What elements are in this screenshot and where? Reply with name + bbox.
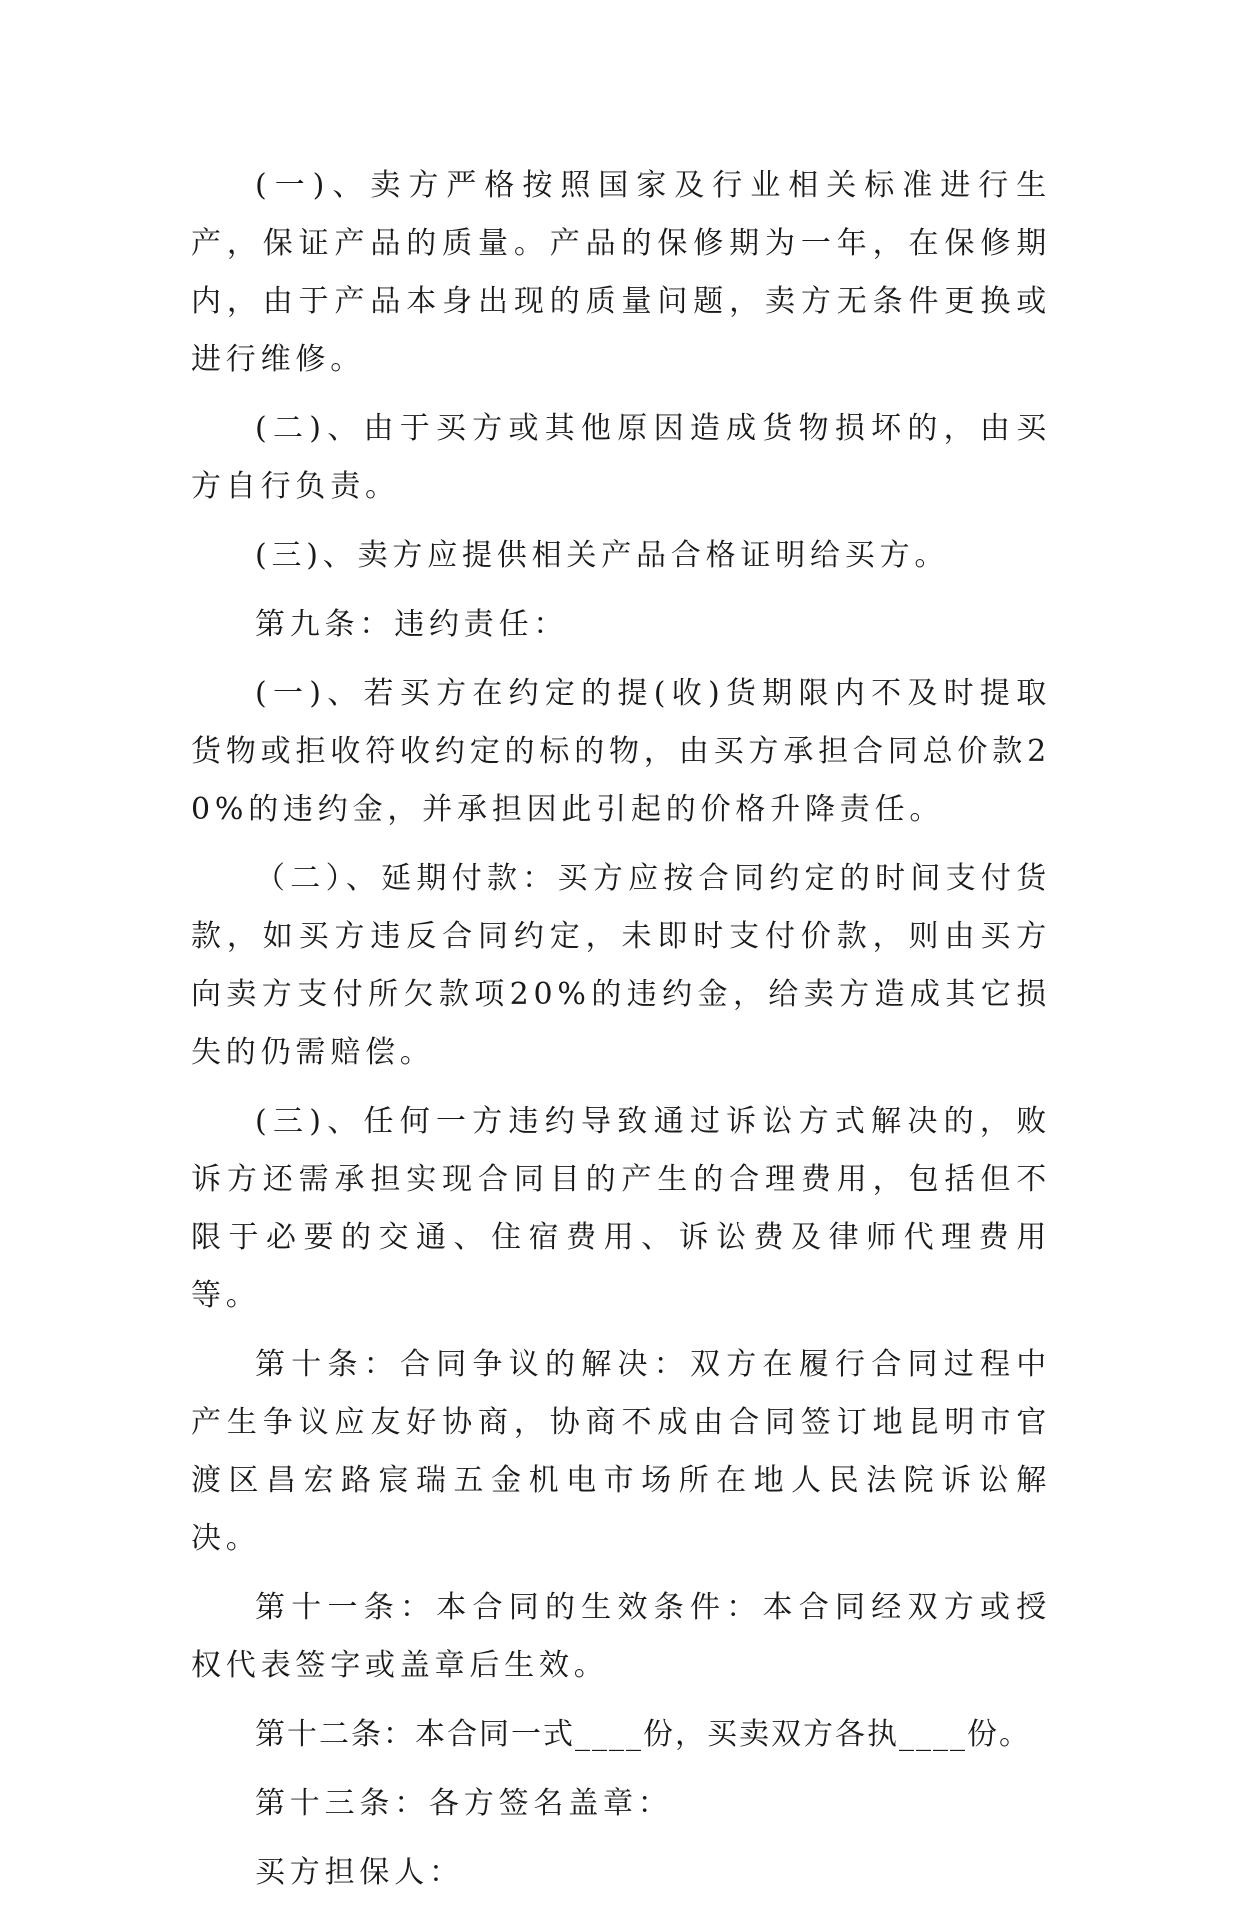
article-nine-heading: 第九条：违约责任： xyxy=(255,607,569,642)
clause-buyer-damage: (二)、由于买方或其他原因造成货物损坏的，由买方自行负责。 xyxy=(191,411,1051,504)
article-ten-dispute: 第十条：合同争议的解决：双方在履行合同过程中产生争议应友好协商，协商不成由合同签订地昆明市官渡区昌宏路宸瑞五金机电市场所在地人民法院诉讼解决。 xyxy=(191,1347,1051,1556)
clause-late-pickup: (一)、若买方在约定的提(收)货期限内不及时提取货物或拒收符收约定的标的物，由买方承担合同总价款20%的违约金，并承担因此引起的价格升降责任。 xyxy=(191,676,1051,827)
clause-certificate: (三)、卖方应提供相关产品合格证明给买方。 xyxy=(255,538,950,573)
clause-quality-guarantee: (一)、卖方严格按照国家及行业相关标准进行生产，保证产品的质量。产品的保修期为一年，在保修期内，由于产品本身出现的质量问题，卖方无条件更换或进行维修。 xyxy=(191,168,1051,377)
article-thirteen-signatures: 第十三条：各方签名盖章： xyxy=(255,1786,673,1821)
buyer-guarantor-label: 买方担保人： xyxy=(255,1855,464,1890)
clause-litigation-costs: (三)、任何一方违约导致通过诉讼方式解决的，败诉方还需承担实现合同目的产生的合理费用，包括但不限于必要的交通、住宿费用、诉讼费及律师代理费用等。 xyxy=(191,1104,1051,1313)
clause-late-payment: （二）、延期付款：买方应按合同约定的时间支付货款，如买方违反合同约定，未即时支付价款，则由买方向卖方支付所欠款项20%的违约金，给卖方造成其它损失的仍需赔偿。 xyxy=(191,861,1051,1070)
document-body xyxy=(191,157,1051,1913)
article-twelve-copies: 第十二条：本合同一式____份，买卖双方各执____份。 xyxy=(255,1717,1031,1752)
article-eleven-effect: 第十一条：本合同的生效条件：本合同经双方或授权代表签字或盖章后生效。 xyxy=(191,1590,1051,1683)
